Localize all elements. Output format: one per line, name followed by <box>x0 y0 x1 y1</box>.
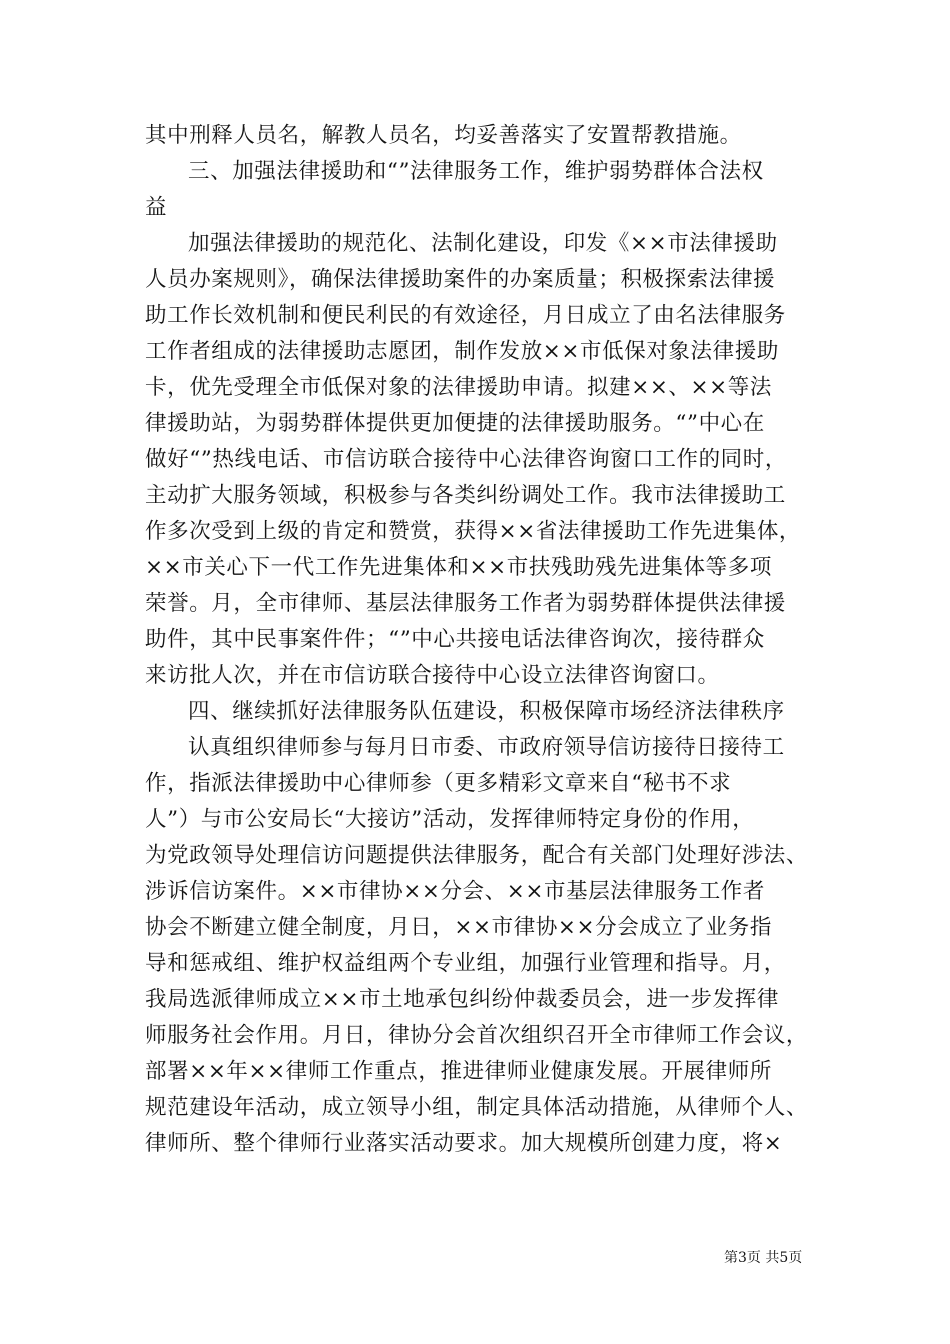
text-line: 为党政领导处理信访问题提供法律服务，配合有关部门处理好涉法、 <box>145 843 809 868</box>
text-line: 导和惩戒组、维护权益组两个专业组，加强行业管理和指导。月， <box>145 951 786 976</box>
text-line: 师服务社会作用。月日，律协分会首次组织召开全市律师工作会议， <box>145 1023 809 1048</box>
text-line: 卡，优先受理全市低保对象的法律援助申请。拟建××、××等法 <box>145 375 772 400</box>
text-line: ××市关心下一代工作先进集体和××市扶残助残先进集体等多项 <box>145 555 772 580</box>
text-line: 认真组织律师参与每月日市委、市政府领导信访接待日接待工 <box>188 735 785 760</box>
text-line: 工作者组成的法律援助志愿团，制作发放××市低保对象法律援助 <box>145 339 779 364</box>
page-number-footer: 第3页 共5页 <box>724 1250 803 1266</box>
text-line: 协会不断建立健全制度，月日，××市律协××分会成立了业务指 <box>145 915 772 940</box>
section-heading-3: 三、加强法律援助和“”法律服务工作，维护弱势群体合法权 <box>188 159 764 184</box>
section-heading-4: 四、继续抓好法律服务队伍建设，积极保障市场经济法律秩序 <box>188 699 785 724</box>
text-line: 主动扩大服务领域，积极参与各类纠纷调处工作。我市法律援助工 <box>145 483 786 508</box>
text-line: 律援助站，为弱势群体提供更加便捷的法律援助服务。“”中心在 <box>145 411 765 436</box>
text-line: 作多次受到上级的肯定和赞赏，获得××省法律援助工作先进集体， <box>145 519 802 544</box>
text-line: 荣誉。月，全市律师、基层法律服务工作者为弱势群体提供法律援 <box>145 591 786 616</box>
text-line: 规范建设年活动，成立领导小组，制定具体活动措施，从律师个人、 <box>145 1095 809 1120</box>
section-heading-3-cont: 益 <box>145 195 168 220</box>
text-line: 做好“”热线电话、市信访联合接待中心法律咨询窗口工作的同时， <box>145 447 787 472</box>
text-line: 作，指派法律援助中心律师参（更多精彩文章来自“秘书不求 <box>145 771 732 796</box>
text-line: 其中刑释人员名，解教人员名，均妥善落实了安置帮教措施。 <box>145 123 742 148</box>
text-line: 部署××年××律师工作重点，推进律师业健康发展。开展律师所 <box>145 1059 772 1084</box>
text-line: 助件，其中民事案件件；“”中心共接电话法律咨询次，接待群众 <box>145 627 765 652</box>
text-line: 涉诉信访案件。××市律协××分会、××市基层法律服务工作者 <box>145 879 765 904</box>
text-line: 律师所、整个律师行业落实活动要求。加大规模所创建力度，将× <box>145 1131 783 1156</box>
text-line: 我局选派律师成立××市土地承包纠纷仲裁委员会，进一步发挥律 <box>145 987 779 1012</box>
text-line: 加强法律援助的规范化、法制化建设，印发《××市法律援助 <box>188 231 778 256</box>
text-line: 来访批人次，并在市信访联合接待中心设立法律咨询窗口。 <box>145 663 720 688</box>
text-line: 人员办案规则》，确保法律援助案件的办案质量；积极探索法律援 <box>145 267 776 292</box>
text-line: 人”）与市公安局长“大接访”活动，发挥律师特定身份的作用， <box>145 807 755 832</box>
text-line: 助工作长效机制和便民利民的有效途径，月日成立了由名法律服务 <box>145 303 786 328</box>
